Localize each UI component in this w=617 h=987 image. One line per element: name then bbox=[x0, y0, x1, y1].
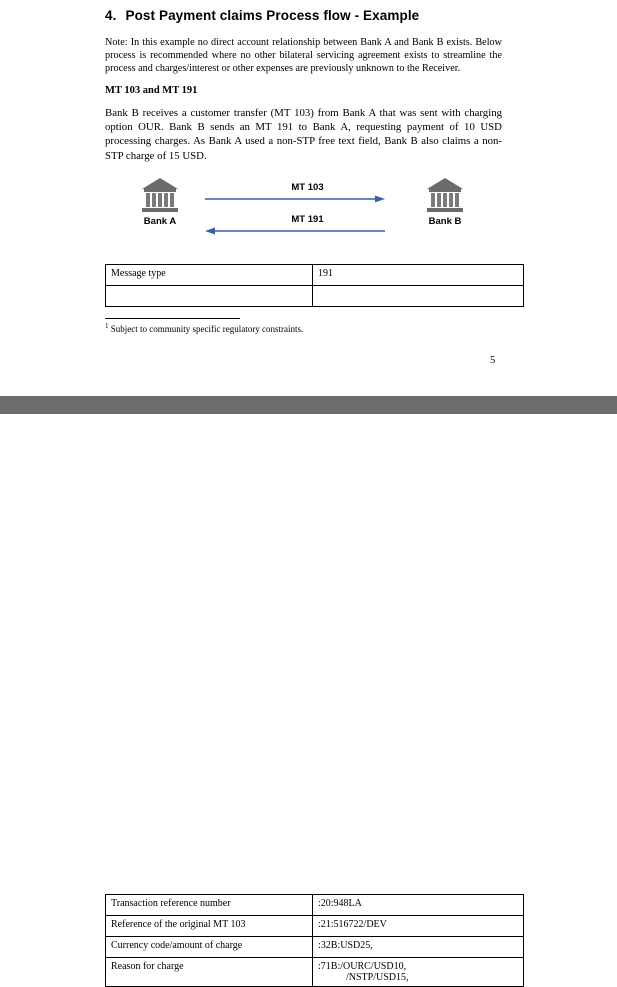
charge-details-table bbox=[105, 894, 524, 987]
diagram-bank-b-label: Bank B bbox=[428, 216, 462, 227]
diagram-bank-a-label: Bank A bbox=[143, 216, 177, 227]
table-cell-label: Transaction reference number bbox=[106, 895, 313, 916]
table-cell-label: Currency code/amount of charge bbox=[106, 937, 313, 958]
page-title-number: 4. bbox=[105, 8, 117, 23]
table-row bbox=[106, 265, 524, 286]
table-cell-value: :20:948LA bbox=[313, 895, 524, 916]
table-row bbox=[106, 916, 524, 937]
table-cell-label: Reason for charge bbox=[106, 958, 313, 987]
page-title-text: Post Payment claims Process flow - Example bbox=[125, 8, 420, 23]
diagram-arrow-mt103 bbox=[205, 182, 410, 203]
charge-value-line-1: :71B:/OURC/USD10, bbox=[318, 961, 407, 972]
charge-value-line-2: /NSTP/USD15, bbox=[346, 972, 409, 983]
table-cell-value-multiline bbox=[313, 958, 524, 987]
bank-building-icon bbox=[125, 176, 195, 214]
page-separator bbox=[0, 396, 617, 414]
diagram-arrow-mt191 bbox=[205, 214, 410, 235]
table-row bbox=[106, 286, 524, 307]
diagram-arrow-mt191-label: MT 191 bbox=[291, 214, 324, 225]
document-page-one bbox=[0, 0, 617, 396]
bank-building-icon bbox=[410, 176, 480, 214]
subheading: MT 103 and MT 191 bbox=[105, 85, 198, 96]
footnote bbox=[105, 322, 303, 334]
table-cell-label: Message type bbox=[106, 265, 313, 286]
diagram-bank-a bbox=[125, 176, 195, 227]
table-cell-value: :21:516722/DEV bbox=[313, 916, 524, 937]
page-title bbox=[105, 8, 502, 23]
footnote-divider bbox=[105, 318, 240, 319]
diagram-bank-b bbox=[410, 176, 480, 227]
table-row bbox=[106, 895, 524, 916]
process-flow-diagram bbox=[105, 176, 502, 246]
table-row bbox=[106, 958, 524, 987]
table-cell-value bbox=[313, 286, 524, 307]
body-paragraph: Bank B receives a customer transfer (MT 103) from Bank A that was sent with charging option OUR. Bank B sends an MT 191 to Bank A, requesting payment of 10 USD processing charges. As Bank A used a non-STP free text field, Bank B also claims a non-STP charge of 15 USD. bbox=[105, 107, 502, 162]
footnote-text: Subject to community specific regulatory constraints. bbox=[110, 324, 304, 334]
diagram-arrow-mt103-label: MT 103 bbox=[291, 182, 324, 193]
table-cell-label bbox=[106, 286, 313, 307]
document-page-two bbox=[0, 414, 617, 983]
arrow-right-icon bbox=[205, 195, 385, 203]
page-number: 5 bbox=[490, 355, 496, 366]
note-paragraph: Note: In this example no direct account relationship between Bank A and Bank B exists. Below process is recommended where no other bilateral servicing agreement exists to streamline the process and charges/interest or other expenses are previously unknown to the Receiver. bbox=[105, 37, 502, 74]
footnote-marker: 1 bbox=[105, 322, 109, 330]
table-cell-value: 191 bbox=[313, 265, 524, 286]
message-type-table bbox=[105, 264, 524, 307]
table-cell-label: Reference of the original MT 103 bbox=[106, 916, 313, 937]
arrow-left-icon bbox=[205, 227, 385, 235]
table-cell-value: :32B:USD25, bbox=[313, 937, 524, 958]
table-row bbox=[106, 937, 524, 958]
